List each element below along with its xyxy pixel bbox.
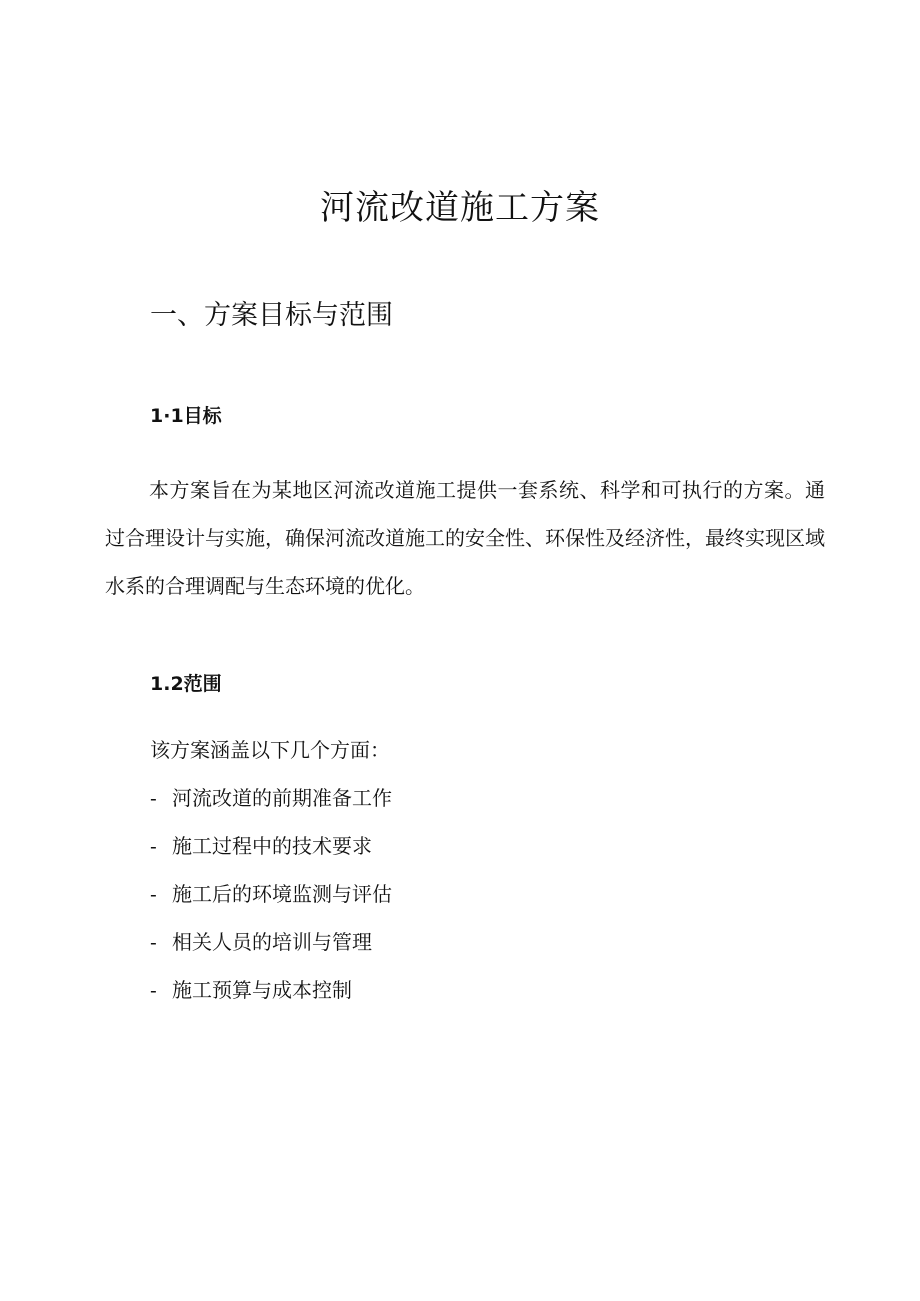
subsection-heading-scope: 1.2范围 (150, 673, 222, 695)
scope-list-item (150, 878, 392, 926)
scope-item-text: 河流改道的前期准备工作 (172, 786, 392, 810)
list-dash: - (150, 930, 157, 954)
scope-intro: 该方案涵盖以下几个方面： (150, 738, 390, 762)
scope-list-item (150, 830, 392, 878)
subsection-heading-goal: 1·1目标 (150, 405, 222, 427)
scope-list (150, 782, 392, 1022)
scope-list-item (150, 974, 392, 1022)
scope-list-item (150, 926, 392, 974)
list-dash: - (150, 978, 157, 1002)
scope-item-text: 施工后的环境监测与评估 (172, 882, 392, 906)
list-dash: - (150, 882, 157, 906)
scope-item-text: 相关人员的培训与管理 (172, 930, 372, 954)
list-dash: - (150, 834, 157, 858)
document-title: 河流改道施工方案 (320, 188, 600, 228)
scope-list-item (150, 782, 392, 830)
section-heading-objectives-scope: 一、方案目标与范围 (150, 300, 393, 331)
scope-item-text: 施工预算与成本控制 (172, 978, 352, 1002)
scope-item-text: 施工过程中的技术要求 (172, 834, 372, 858)
list-dash: - (150, 786, 157, 810)
goal-paragraph: 本方案旨在为某地区河流改道施工提供一套系统、科学和可执行的方案。通过合理设计与实施，确保河流改道施工的安全性、环保性及经济性，最终实现区域水系的合理调配与生态环境的优化。 (105, 478, 825, 598)
